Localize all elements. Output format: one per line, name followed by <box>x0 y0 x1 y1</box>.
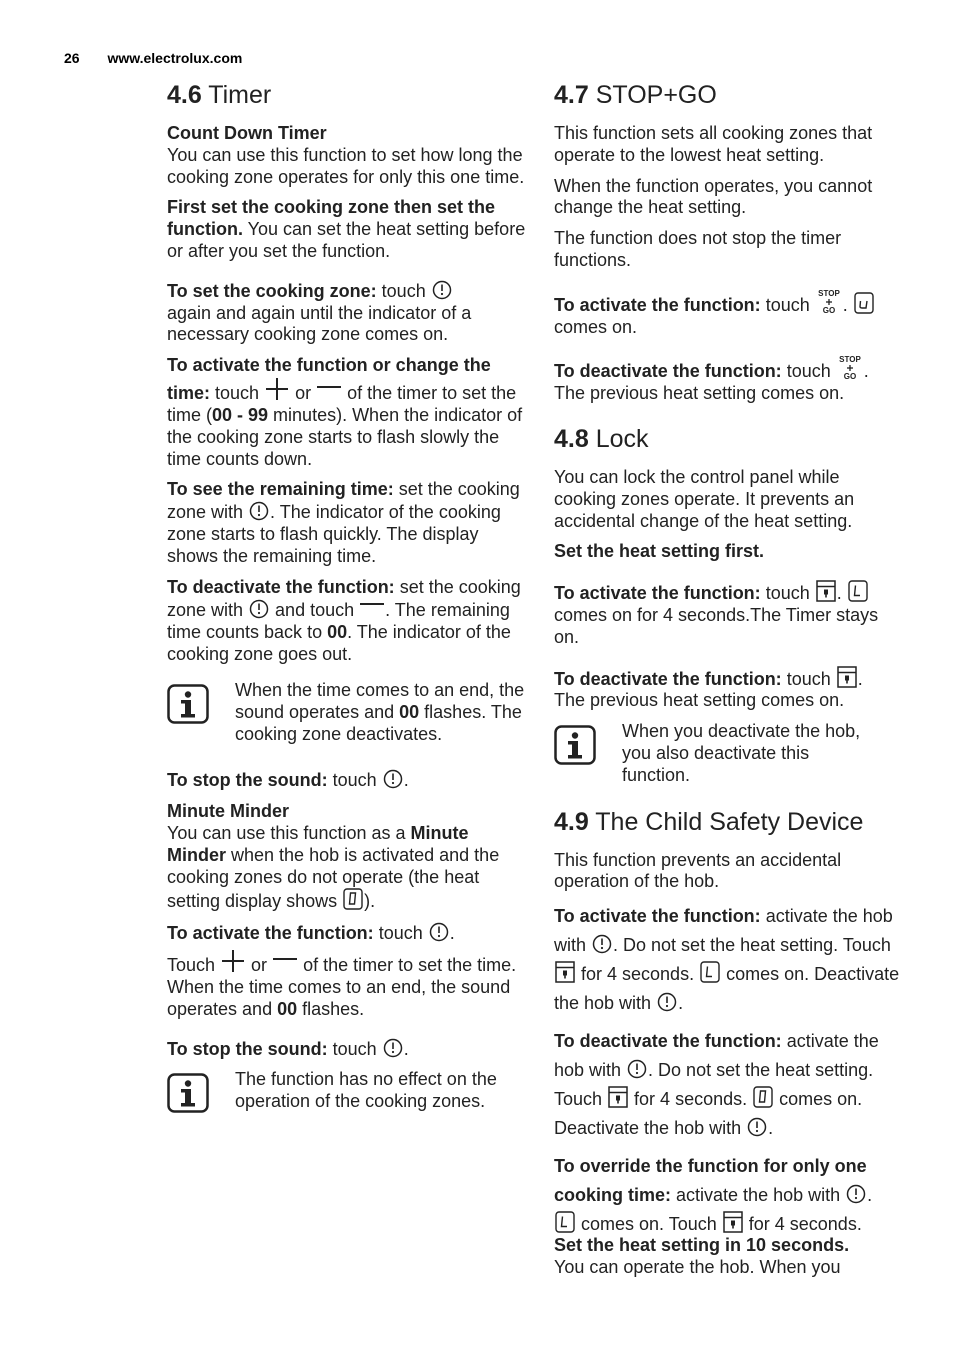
info-note <box>554 721 906 786</box>
l-display-icon <box>700 961 720 983</box>
minder-touch-paragraph: Touch or of the timer to set the time. When the time comes to an end, the sound operates and 00 flashes. <box>167 949 527 1021</box>
timer-icon <box>249 501 269 521</box>
lock-text: You can lock the control panel while cooking zones operate. It prevents an accidental change of the heat setting. <box>554 466 855 531</box>
info-icon <box>554 725 596 765</box>
plus-icon <box>221 949 245 973</box>
minute-minder-text: You can use this function as a Minute Minder when the hob is activated and the cooking zones do not operate (the heat setting display shows ). <box>167 822 500 912</box>
left-column <box>167 80 527 1134</box>
timer-icon <box>432 280 452 300</box>
minder-activate-paragraph: To activate the function: touch . <box>167 923 455 944</box>
stop-go-text-1: This function sets all cooking zones that operate to the lowest heat setting. <box>554 123 873 165</box>
section-heading-timer: 4.6 Timer <box>167 81 272 109</box>
deactivate-timer-paragraph: To deactivate the function: set the cooking zone with and touch . The remaining time counts back to 00. The indicator of the cooking zone goes out. <box>167 576 521 665</box>
info-note-text: When you deactivate the hob, you also deactivate this function. <box>622 721 861 785</box>
timer-icon <box>249 599 269 619</box>
info-note-text: The function has no effect on the operation of the cooking zones. <box>235 1069 497 1112</box>
stop-go-text-3: The function does not stop the timer functions. <box>554 228 842 270</box>
lock-icon <box>608 1086 628 1108</box>
stop-go-activate-paragraph: To activate the function: touch . comes on. <box>554 289 906 339</box>
info-note <box>167 680 527 745</box>
minus-icon <box>317 381 341 405</box>
lock-icon <box>816 580 836 602</box>
timer-icon <box>627 1059 647 1079</box>
timer-icon <box>429 922 449 942</box>
info-note <box>167 1069 527 1118</box>
lock-deactivate-paragraph: To deactivate the function: touch . The previous heat setting comes on. <box>554 666 906 713</box>
site-url: www.electrolux.com <box>107 50 243 66</box>
timer-icon <box>657 992 677 1012</box>
zero-display-icon <box>343 888 363 910</box>
page-number: 26 <box>64 50 80 66</box>
section-heading-child-safety: 4.9 The Child Safety Device <box>554 807 864 836</box>
child-activate-paragraph: To activate the function: activate the hob with . Do not set the heat setting. Touch for 4 seconds. comes on. Deactivate the hob with . <box>554 906 900 1014</box>
count-down-heading: Count Down Timer <box>167 123 327 143</box>
timer-icon <box>383 1038 403 1058</box>
info-icon <box>167 1073 209 1113</box>
stop-go-text-2: When the function operates, you cannot change the heat setting. <box>554 175 873 218</box>
right-column <box>554 80 906 1288</box>
lock-icon <box>837 666 857 688</box>
child-override-paragraph: To override the function for only one cooking time: activate the hob with . comes on. Touch for 4 seconds. <box>554 1156 873 1235</box>
page-header <box>64 50 242 66</box>
lock-first-line: Set the heat setting first. <box>554 541 765 562</box>
minute-minder-heading: Minute Minder <box>167 801 289 822</box>
first-set-paragraph: First set the cooking zone then set the function. You can set the heat setting before or after you set the function. <box>167 197 526 261</box>
info-icon <box>167 684 209 724</box>
timer-icon <box>747 1117 767 1137</box>
info-note-text: When the time comes to an end, the sound operates and 00 flashes. The cooking zone deactivates. <box>235 679 525 744</box>
lock-icon <box>555 961 575 983</box>
minus-icon <box>273 953 297 977</box>
l-display-icon <box>555 1211 575 1233</box>
plus-icon <box>265 377 289 401</box>
activate-timer-paragraph: To activate the function or change the time: touch or of the timer to set the time (00 - 99 minutes). When the indicator of the cooking zone starts to flash slowly the time counts down. <box>167 355 523 469</box>
u-display-icon <box>854 292 874 314</box>
child-override-continued: Set the heat setting in 10 seconds. You can operate the hob. When you <box>554 1235 850 1277</box>
minus-icon <box>360 598 384 622</box>
timer-icon <box>383 769 403 789</box>
l-display-icon <box>848 580 868 602</box>
stop-go-deactivate-paragraph: To deactivate the function: touch . The previous heat setting comes on. <box>554 355 906 405</box>
timer-icon <box>846 1184 866 1204</box>
zero-display-icon <box>753 1086 773 1108</box>
set-zone-paragraph: To set the cooking zone: touch again and again until the indicator of a necessary cooking zone comes on. <box>167 280 472 345</box>
count-down-text: You can use this function to set how long the cooking zone operates for only this one time. <box>167 144 525 187</box>
lock-activate-paragraph: To activate the function: touch . comes on for 4 seconds.The Timer stays on. <box>554 580 906 648</box>
stop-go-icon <box>837 355 863 381</box>
child-safety-text: This function prevents an accidental operation of the hob. <box>554 849 842 892</box>
stop-sound-paragraph: To stop the sound: touch . <box>167 1038 409 1059</box>
remaining-time-paragraph: To see the remaining time: set the cooking zone with . The indicator of the cooking zone starts to flash quickly. The display shows the remaining time. <box>167 479 520 566</box>
stop-sound-paragraph: To stop the sound: touch . <box>167 770 409 791</box>
lock-icon <box>723 1211 743 1233</box>
stop-go-icon <box>816 289 842 315</box>
timer-icon <box>592 934 612 954</box>
section-heading-lock: 4.8 Lock <box>554 424 649 453</box>
section-heading-stop-go: 4.7 STOP+GO <box>554 81 717 109</box>
child-deactivate-paragraph: To deactivate the function: activate the hob with . Do not set the heat setting. Touch for 4 seconds. comes on. Deactivate the hob with . <box>554 1031 879 1139</box>
